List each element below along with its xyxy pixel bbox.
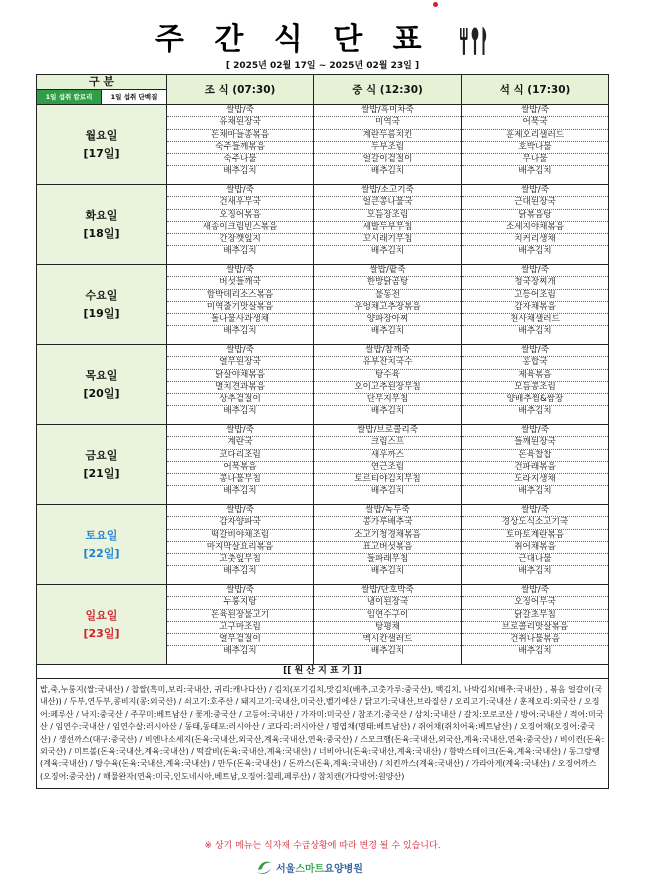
menu-item: 쌀밥/죽	[167, 425, 313, 437]
menu-item: 도라지생채	[462, 474, 608, 486]
day-date: [20일]	[83, 386, 120, 400]
day-name: 일요일	[85, 608, 118, 622]
dinner-cell	[462, 105, 609, 185]
menu-item: 홍합국	[462, 357, 608, 369]
hospital-name-part: 서울	[276, 863, 296, 875]
menu-item: 근대된장국	[462, 197, 608, 209]
menu-item: 계란국	[167, 437, 313, 449]
menu-item: 돈육된장불고기	[167, 610, 313, 622]
menu-item: 무나물	[462, 154, 608, 166]
day-row	[37, 425, 609, 505]
origin-title: [[ 원 산 지 표 기 ]]	[37, 665, 609, 679]
menu-item: 어묵볶음	[167, 462, 313, 474]
day-date: [21일]	[83, 466, 120, 480]
lunch-cell	[314, 585, 462, 665]
menu-item: 크림스프	[314, 437, 461, 449]
breakfast-cell	[167, 585, 314, 665]
day-label-cell	[37, 425, 167, 505]
lunch-cell	[314, 265, 462, 345]
breakfast-header: 조 식 (07:30)	[167, 75, 314, 105]
menu-item: 모듬장조림	[314, 210, 461, 222]
menu-item: 탕수육	[314, 370, 461, 382]
menu-item: 천사채샐러드	[462, 314, 608, 326]
menu-item: 양배추찜&쌈장	[462, 394, 608, 406]
menu-item: 제육볶음	[462, 370, 608, 382]
menu-item: 열무겉절이	[167, 634, 313, 646]
lunch-cell	[314, 505, 462, 585]
lunch-cell	[314, 345, 462, 425]
menu-item: 경상도식소고기국	[462, 517, 608, 529]
day-row	[37, 505, 609, 585]
menu-item: 모듬콩조림	[462, 382, 608, 394]
menu-item: 건취나물볶음	[462, 634, 608, 646]
menu-item: 임연수구이	[314, 610, 461, 622]
day-name: 목요일	[85, 368, 118, 382]
menu-item: 쌀밥/죽	[167, 505, 313, 517]
menu-item: 배추김치	[518, 406, 552, 417]
menu-item: 콩나물무침	[167, 474, 313, 486]
menu-item: 감자채볶음	[462, 302, 608, 314]
menu-item: 쌀밥/죽	[462, 345, 608, 357]
origin-title-row	[37, 665, 609, 679]
menu-item: 건새우무국	[167, 197, 313, 209]
menu-item: 함박데리소스볶음	[167, 290, 313, 302]
menu-item: 냉이된장국	[314, 597, 461, 609]
menu-item: 배추김치	[370, 166, 405, 177]
menu-item: 쌀밥/흑미차죽	[314, 105, 461, 117]
lunch-cell	[314, 185, 462, 265]
dinner-header: 석 식 (17:30)	[462, 75, 609, 105]
lunch-header: 중 식 (12:30)	[314, 75, 462, 105]
day-label-cell	[37, 265, 167, 345]
menu-item: 유채된장국	[167, 117, 313, 129]
menu-item: 양파장아찌	[314, 314, 461, 326]
menu-item: 멕시칸샐러드	[314, 634, 461, 646]
menu-item: 쌀밥/죽	[167, 185, 313, 197]
menu-item: 한방닭곰탕	[314, 277, 461, 289]
menu-item: 근대나물	[462, 554, 608, 566]
dinner-cell	[462, 425, 609, 505]
menu-item: 버섯들깨국	[167, 277, 313, 289]
menu-item: 소고기청경채볶음	[314, 530, 461, 542]
hospital-name-part: 요양병원	[324, 863, 363, 875]
menu-item: 배추김치	[223, 646, 257, 657]
day-row	[37, 345, 609, 425]
menu-item: 쌀밥/소고기죽	[314, 185, 461, 197]
menu-item: 꼬시래기무침	[314, 234, 461, 246]
day-label-cell	[37, 505, 167, 585]
menu-item: 누룽지탕	[167, 597, 313, 609]
breakfast-cell	[167, 505, 314, 585]
menu-item: 돈채마늘종볶음	[167, 130, 313, 142]
menu-item: 고구마조림	[167, 622, 313, 634]
menu-item: 얼갈이겉절이	[314, 154, 461, 166]
menu-item: 감자양파국	[167, 517, 313, 529]
menu-item: 어묵국	[462, 117, 608, 129]
menu-item: 닭살야채볶음	[167, 370, 313, 382]
menu-item: 미역줄기맛살볶음	[167, 302, 313, 314]
page-title-text: 주 간 식 단 표	[154, 22, 432, 57]
menu-item: 배추김치	[370, 406, 405, 417]
menu-item: 마지막살요리볶음	[167, 542, 313, 554]
menu-item: 두부조림	[314, 142, 461, 154]
menu-item: 간장깻잎지	[167, 234, 313, 246]
menu-item: 오징어볶음	[167, 210, 313, 222]
menu-item: 쌀밥/죽	[462, 265, 608, 277]
menu-item: 배추김치	[370, 646, 405, 657]
day-name: 토요일	[85, 528, 118, 542]
hospital-logo	[255, 856, 363, 878]
menu-item: 쌀밥/죽	[462, 505, 608, 517]
day-date: [23일]	[83, 626, 120, 640]
dinner-cell	[462, 345, 609, 425]
dinner-cell	[462, 185, 609, 265]
day-label-cell	[37, 105, 167, 185]
menu-item: 상추겉절이	[167, 394, 313, 406]
day-name: 화요일	[85, 208, 118, 222]
menu-item: 멸치견과볶음	[167, 382, 313, 394]
day-label-cell	[37, 585, 167, 665]
menu-item: 배추김치	[518, 166, 552, 177]
menu-item: 배추김치	[518, 246, 552, 257]
menu-item: 쌀밥/녹두죽	[314, 505, 461, 517]
breakfast-cell	[167, 425, 314, 505]
menu-item: 탕평채	[314, 622, 461, 634]
menu-item: 우엉채고추장볶음	[314, 302, 461, 314]
category-header	[37, 75, 167, 105]
menu-item: 숙주나물	[167, 154, 313, 166]
menu-item: 배추김치	[370, 486, 405, 497]
menu-item: 배추김치	[223, 246, 257, 257]
hospital-logo-icon	[255, 858, 273, 876]
day-row	[37, 185, 609, 265]
dinner-cell	[462, 505, 609, 585]
menu-item: 훈제오리샐러드	[462, 130, 608, 142]
day-name: 수요일	[85, 288, 118, 302]
origin-text-row	[37, 679, 609, 789]
menu-item: 오이고추된장무침	[314, 382, 461, 394]
menu-item: 돈육찹찹	[462, 450, 608, 462]
menu-item: 계란두름치킨	[314, 130, 461, 142]
menu-item: 배추김치	[518, 566, 552, 577]
menu-item: 쌀밥/브로콜리죽	[314, 425, 461, 437]
protein-header: 1일 섭취 단백질	[102, 90, 166, 104]
menu-item: 쌀밥/죽	[167, 345, 313, 357]
breakfast-cell	[167, 185, 314, 265]
date-range: [ 2025년 02월 17일 ~ 2025년 02월 23일 ]	[225, 61, 420, 71]
menu-item: 배추김치	[223, 486, 257, 497]
day-row	[37, 105, 609, 185]
day-date: [18일]	[83, 226, 120, 240]
menu-item: 배추김치	[370, 566, 405, 577]
breakfast-cell	[167, 105, 314, 185]
day-date: [17일]	[83, 146, 120, 160]
menu-change-notice: ※ 상기 메뉴는 식자재 수급상황에 따라 변경 될 수 있습니다.	[204, 841, 441, 851]
menu-item: 쌀밥/팥죽	[314, 265, 461, 277]
day-name: 월요일	[85, 128, 118, 142]
menu-item: 돌나물사과생채	[167, 314, 313, 326]
menu-item: 브로콜리맛살볶음	[462, 622, 608, 634]
hospital-name	[276, 860, 363, 875]
menu-item: 배추김치	[518, 486, 552, 497]
menu-item: 숙주들깨볶음	[167, 142, 313, 154]
day-row	[37, 585, 609, 665]
menu-item: 청국장찌개	[462, 277, 608, 289]
menu-item: 들파래무침	[314, 554, 461, 566]
menu-item: 쌀밥/죽	[462, 105, 608, 117]
calorie-header: 1일 섭취 칼로리	[37, 90, 102, 104]
menu-item: 들깨된장국	[462, 437, 608, 449]
origin-text: 밥,죽,누룽지(쌀:국내산) / 찹쌀(흑미,보리:국내산, 귀리:캐나다산) / 김치(포기김치,맛김치(배추,고춧가루:중국산), 백김치, 나박김치(배추:국내산) , 볶음 얼갈이(국내산)) / 두부,연두부,콩비지(콩:외국산) / 쇠고기:호주산 / 돼지고기:국내산,미국산,벨기에산 / 닭고기:국내산,브라질산 / 오리고기:국내산 / 훈제오리:외국산 / 오징어:페루산 / 낙지:중국산 / 주꾸미:베트남산 / 꽃게:중국산 / 고등어:국내산 / 가자미:미국산 / 참조기:중국산 / 삼치:국내산 / 갈치:모로코산 / 방어:국내산 / 적어:미국산 / 임연수:국내산 / 임연수살:러시아산 / 동태,동태포:러시아산 / 코다리:러시아산 / 명엽채(명태:베트남산) / 쥐어채(쥐치어육:베트남산) / 오징어채(오징어:중국산) / 생선까스(대구:중국산) / 비엔나소세지(돈육:국내산,외국산,계육:국내산,연육:중국산) / 스모크햄(돈육:국내산,외국산,계육:국내산,연육:중국산) / 비이컨(돈육:외국산) / 미트볼(돈육:국내산,계육:국내산) / 떡갈비(돈육:국내산,계육:국내산) / 너비아니(돈육:국내산,계육:국내산) / 함박스테이크(돈육,계육:국내산) / 동그랑땡(계육:국내산) / 탕수육(돈육:국내산,계육:국내산) / 만두(돈육:국내산) / 돈까스(돈육,계육:국내산) / 치킨까스(계육:국내산) / 가라아게(계육:국내산) / 오징어까스(오징어:중국산) / 해물완자(연육:미국,인도네시아,베트남,오징어:칠레,페루산) / 참치캔(가다랑어:원양산)	[37, 679, 609, 789]
breakfast-cell	[167, 265, 314, 345]
menu-item: 표고버섯볶음	[314, 542, 461, 554]
menu-item: 단무지무침	[314, 394, 461, 406]
menu-item: 배추김치	[370, 326, 405, 337]
day-name: 금요일	[85, 448, 118, 462]
menu-item: 건파래볶음	[462, 462, 608, 474]
day-date: [22일]	[83, 546, 120, 560]
menu-item: 열무된장국	[167, 357, 313, 369]
menu-item: 고춧잎무침	[167, 554, 313, 566]
category-header-label: 구 분	[37, 75, 166, 90]
menu-item: 배추김치	[518, 326, 552, 337]
menu-item: 얼큰콩나물국	[314, 197, 461, 209]
menu-item: 쌀밥/죽	[167, 585, 313, 597]
menu-item: 콩가루배추국	[314, 517, 461, 529]
breakfast-cell	[167, 345, 314, 425]
menu-item: 쌀밥/참깨죽	[314, 345, 461, 357]
menu-item: 쌀밥/죽	[462, 585, 608, 597]
menu-item: 쌀밥/단호박죽	[314, 585, 461, 597]
menu-item: 쌀밥/죽	[167, 265, 313, 277]
hospital-name-part: 스마트	[295, 863, 325, 875]
menu-item: 쌀밥/죽	[167, 105, 313, 117]
menu-item: 토르티야김치무침	[314, 474, 461, 486]
menu-item: 쌀밥/죽	[462, 185, 608, 197]
weekly-menu-table	[36, 74, 609, 789]
menu-item: 토마토계란볶음	[462, 530, 608, 542]
menu-item: 배추김치	[223, 566, 257, 577]
menu-item: 오징어무국	[462, 597, 608, 609]
menu-item: 호박나물	[462, 142, 608, 154]
menu-item: 새송이크림빈스볶음	[167, 222, 313, 234]
menu-item: 배추김치	[518, 646, 552, 657]
decorative-dot	[433, 2, 438, 7]
menu-item: 세발두부무침	[314, 222, 461, 234]
menu-item: 닭갈초무침	[462, 610, 608, 622]
menu-item: 배추김치	[370, 246, 405, 257]
menu-item: 배추김치	[223, 406, 257, 417]
menu-item: 떡갈비야채조림	[167, 530, 313, 542]
menu-item: 새우까스	[314, 450, 461, 462]
menu-item: 고등어조림	[462, 290, 608, 302]
dinner-cell	[462, 585, 609, 665]
lunch-cell	[314, 425, 462, 505]
menu-item: 배추김치	[223, 166, 257, 177]
day-label-cell	[37, 345, 167, 425]
menu-item: 연근조림	[314, 462, 461, 474]
menu-item: 소세지야채볶음	[462, 222, 608, 234]
menu-item: 불동전	[314, 290, 461, 302]
menu-item: 미역국	[314, 117, 461, 129]
day-date: [19일]	[83, 306, 120, 320]
menu-item: 유부잔치국수	[314, 357, 461, 369]
day-row	[37, 265, 609, 345]
menu-item: 코다리조림	[167, 450, 313, 462]
menu-item: 치커리생채	[462, 234, 608, 246]
cutlery-icon	[456, 24, 490, 58]
page-title	[0, 14, 645, 58]
dinner-cell	[462, 265, 609, 345]
header-row	[37, 75, 609, 105]
menu-item: 쌀밥/죽	[462, 425, 608, 437]
day-label-cell	[37, 185, 167, 265]
lunch-cell	[314, 105, 462, 185]
menu-item: 배추김치	[223, 326, 257, 337]
menu-item: 취어채볶음	[462, 542, 608, 554]
menu-item: 닭볶음탕	[462, 210, 608, 222]
